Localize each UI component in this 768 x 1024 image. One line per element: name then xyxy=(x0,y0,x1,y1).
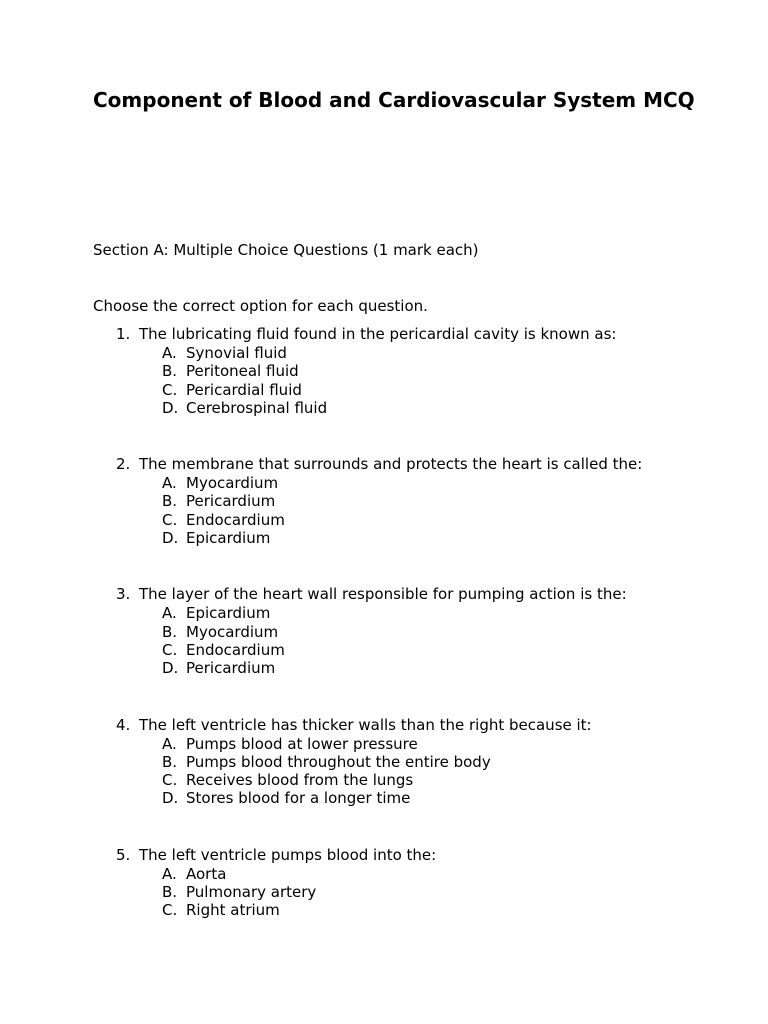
question-item xyxy=(0,325,768,417)
option-item xyxy=(0,865,768,883)
option-text: Pericardial fluid xyxy=(186,380,302,399)
question-text: The membrane that surrounds and protects the heart is called the: xyxy=(139,455,643,474)
question-text: The layer of the heart wall responsible for pumping action is the: xyxy=(139,585,627,604)
option-item xyxy=(0,883,768,901)
option-item xyxy=(0,623,768,641)
option-letter: C. xyxy=(162,640,178,659)
option-item xyxy=(0,511,768,529)
option-text: Synovial fluid xyxy=(186,344,287,362)
question-row xyxy=(0,325,768,344)
option-list xyxy=(0,604,768,677)
question-item xyxy=(0,846,768,920)
instruction-text: Choose the correct option for each question. xyxy=(93,297,428,315)
option-item xyxy=(0,789,768,807)
question-item xyxy=(0,585,768,677)
question-text: The lubricating fluid found in the pericardial cavity is known as: xyxy=(139,325,617,343)
option-item xyxy=(0,474,768,492)
question-number: 1. xyxy=(116,325,131,343)
option-letter: D. xyxy=(162,659,179,678)
option-text: Pericardium xyxy=(186,659,276,678)
question-number: 3. xyxy=(116,585,131,604)
document-title: Component of Blood and Cardiovascular System MCQ xyxy=(93,88,695,112)
option-item xyxy=(0,529,768,547)
question-row xyxy=(0,846,768,865)
option-item xyxy=(0,344,768,362)
option-item xyxy=(0,399,768,417)
option-text: Pulmonary artery xyxy=(186,883,317,902)
option-letter: D. xyxy=(162,529,179,548)
option-letter: B. xyxy=(162,362,178,381)
option-item xyxy=(0,381,768,399)
question-number: 5. xyxy=(116,845,131,864)
option-text: Pericardium xyxy=(186,492,276,511)
option-list xyxy=(0,735,768,808)
option-text: Epicardium xyxy=(186,529,271,548)
option-text: Stores blood for a longer time xyxy=(186,789,411,808)
option-text: Pumps blood at lower pressure xyxy=(186,734,418,753)
option-text: Receives blood from the lungs xyxy=(186,771,414,790)
option-text: Myocardium xyxy=(186,622,279,641)
option-item xyxy=(0,604,768,622)
option-item xyxy=(0,753,768,771)
question-row xyxy=(0,716,768,735)
option-text: Endocardium xyxy=(186,640,285,659)
option-item xyxy=(0,771,768,789)
option-item xyxy=(0,901,768,919)
option-letter: A. xyxy=(162,474,177,493)
option-text: Epicardium xyxy=(186,604,271,623)
question-row xyxy=(0,455,768,474)
option-list xyxy=(0,474,768,547)
option-letter: D. xyxy=(162,789,179,808)
question-number: 4. xyxy=(116,715,131,734)
option-letter: A. xyxy=(162,734,177,753)
option-text: Aorta xyxy=(186,864,227,883)
option-text: Myocardium xyxy=(186,474,279,493)
question-item xyxy=(0,716,768,808)
option-letter: C. xyxy=(162,901,178,920)
option-letter: A. xyxy=(162,344,177,362)
option-letter: A. xyxy=(162,864,177,883)
option-letter: B. xyxy=(162,622,178,641)
option-item xyxy=(0,492,768,510)
option-letter: B. xyxy=(162,752,178,771)
option-list xyxy=(0,865,768,920)
option-text: Pumps blood throughout the entire body xyxy=(186,752,491,771)
question-text: The left ventricle pumps blood into the: xyxy=(139,845,437,864)
option-text: Endocardium xyxy=(186,510,285,529)
option-item xyxy=(0,735,768,753)
question-item xyxy=(0,455,768,547)
section-heading: Section A: Multiple Choice Questions (1 mark each) xyxy=(93,241,479,259)
option-letter: A. xyxy=(162,604,177,623)
question-list xyxy=(0,325,768,958)
option-letter: C. xyxy=(162,510,178,529)
option-item xyxy=(0,641,768,659)
question-number: 2. xyxy=(116,455,131,474)
option-letter: C. xyxy=(162,380,178,399)
option-letter: B. xyxy=(162,883,178,902)
option-text: Cerebrospinal fluid xyxy=(186,398,328,417)
option-letter: C. xyxy=(162,771,178,790)
option-text: Peritoneal fluid xyxy=(186,362,299,381)
option-item xyxy=(0,659,768,677)
option-list xyxy=(0,344,768,417)
option-text: Right atrium xyxy=(186,901,280,920)
option-letter: B. xyxy=(162,492,178,511)
question-row xyxy=(0,585,768,604)
question-text: The left ventricle has thicker walls than the right because it: xyxy=(139,715,592,734)
option-item xyxy=(0,362,768,380)
option-letter: D. xyxy=(162,398,179,417)
